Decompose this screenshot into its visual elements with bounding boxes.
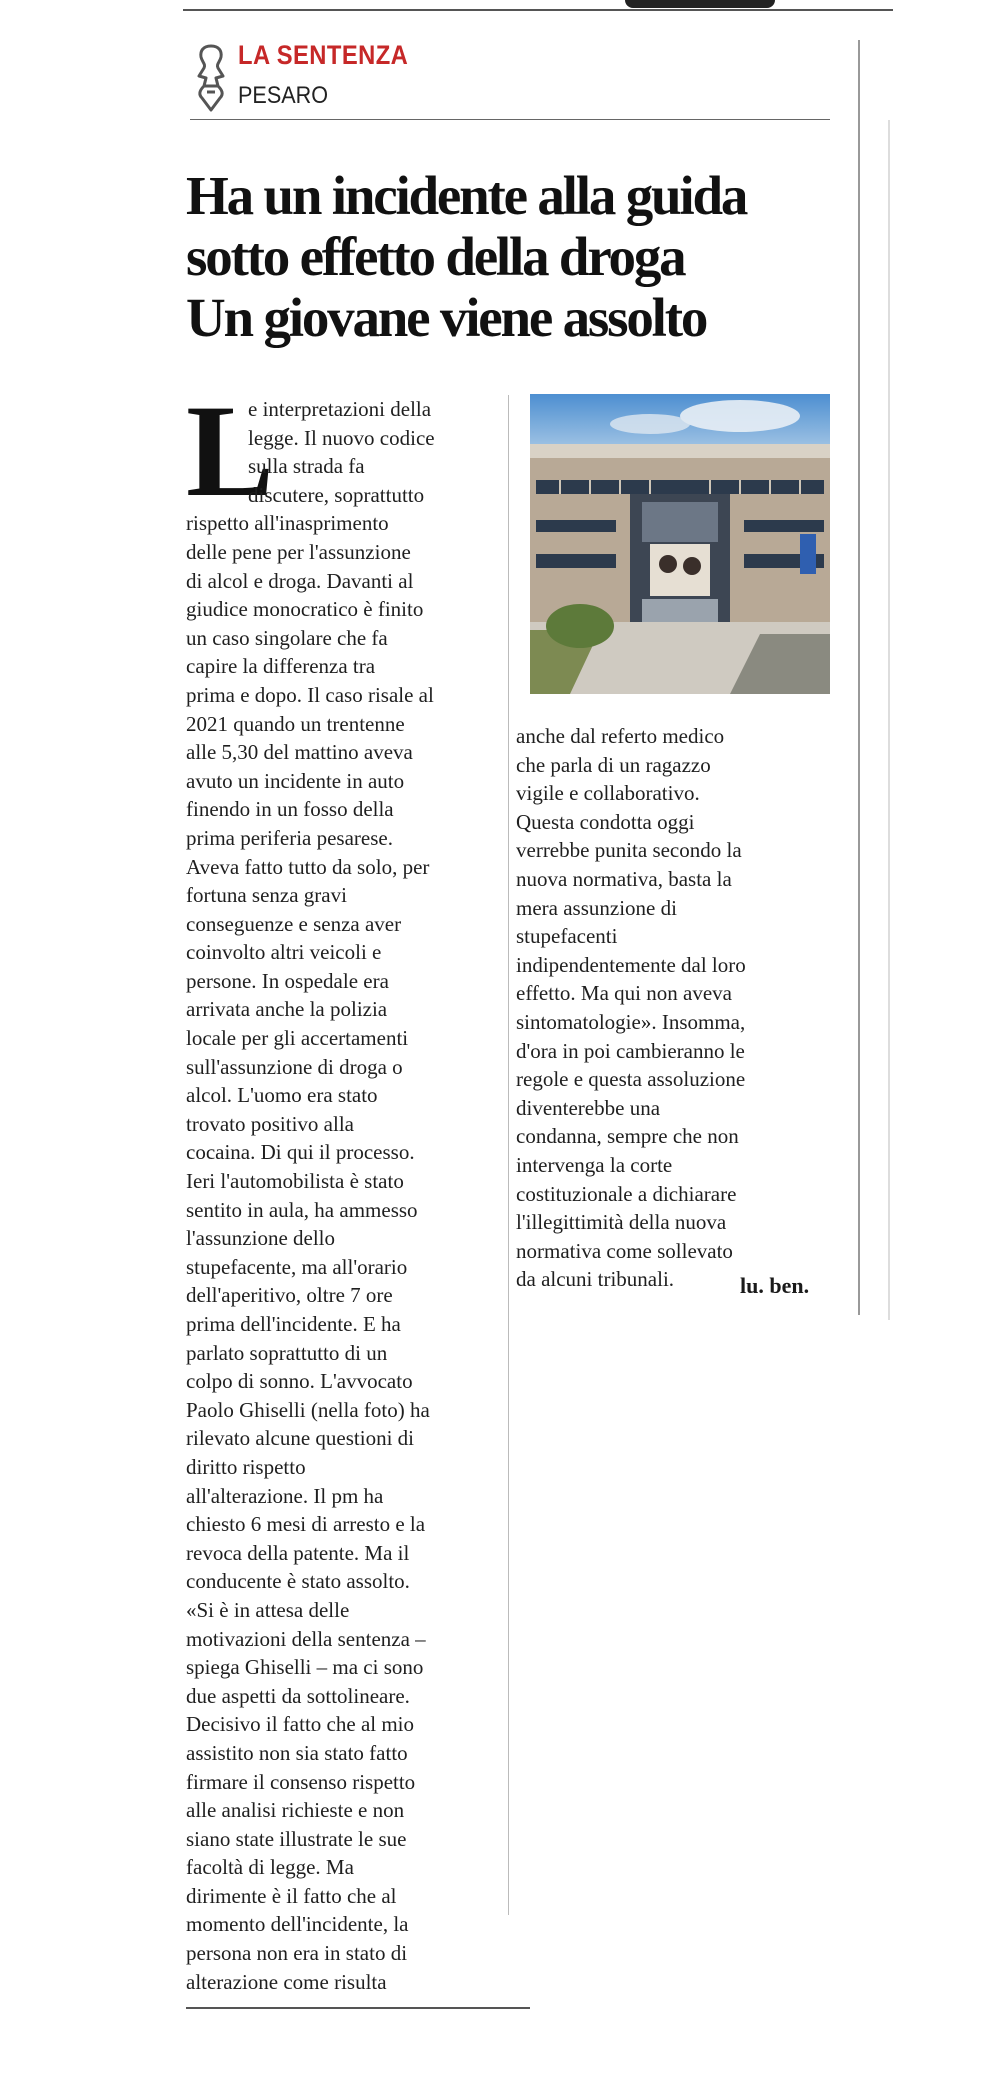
text-line: di alcol e droga. Davanti al	[186, 568, 414, 593]
text-line: chiesto 6 mesi di arresto e la	[186, 1512, 426, 1537]
text-line: rispetto all'inasprimento	[186, 511, 389, 536]
text-line: revoca della patente. Ma il	[186, 1540, 410, 1565]
text-line: sentito in aula, ha ammesso	[186, 1197, 418, 1222]
text-line: dirimente è il fatto che al	[186, 1883, 397, 1908]
text-line: due aspetti da sottolineare.	[186, 1683, 410, 1708]
text-line: costituzionale a dichiarare	[516, 1181, 737, 1206]
drop-cap: L	[186, 377, 275, 524]
text-line: persone. In ospedale era	[186, 968, 389, 993]
text-line: verrebbe punita secondo la	[516, 838, 742, 863]
text-line: alterazione come risulta	[186, 1969, 387, 1994]
text-line: l'assunzione dello	[186, 1226, 335, 1251]
text-line: effetto. Ma qui non aveva	[516, 981, 732, 1006]
text-line: all'alterazione. Il pm ha	[186, 1483, 384, 1508]
header-divider	[190, 119, 830, 120]
text-line: locale per gli accertamenti	[186, 1026, 409, 1051]
text-line: vigile e collaborativo.	[516, 781, 700, 806]
text-line: stupefacente, ma all'orario	[186, 1254, 408, 1279]
text-line: un caso singolare che fa	[186, 625, 388, 650]
text-line: anche dal referto medico	[516, 724, 725, 748]
text-line: facoltà di legge. Ma	[186, 1855, 354, 1880]
text-line: capire la differenza tra	[186, 654, 376, 679]
text-line: spiega Ghiselli – ma ci sono	[186, 1655, 424, 1680]
courthouse-photo-image	[530, 394, 830, 694]
author-signature: lu. ben.	[740, 1273, 810, 1298]
section-header	[190, 36, 830, 120]
text-line: siano state illustrate le sue	[186, 1826, 407, 1851]
text-line: prima periferia pesarese.	[186, 825, 393, 850]
text-line: sulla strada fa	[248, 454, 365, 479]
text-line: trovato positivo alla	[186, 1111, 354, 1136]
article-column-left	[186, 377, 511, 1996]
text-line: e interpretazioni della	[248, 397, 432, 421]
text-line: avuto un incidente in auto	[186, 768, 405, 793]
text-line: discutere, soprattutto	[248, 482, 425, 507]
text-line: regole e questa assoluzione	[516, 1067, 746, 1092]
bottom-divider	[186, 2007, 530, 2009]
text-line: nuova normativa, basta la	[516, 866, 732, 891]
text-line: momento dell'incidente, la	[186, 1912, 409, 1937]
text-line: persona non era in stato di	[186, 1941, 408, 1966]
text-line: Aveva fatto tutto da solo, per	[186, 854, 430, 879]
text-line: d'ora in poi cambieranno le	[516, 1038, 745, 1063]
text-line: parlato soprattutto di un	[186, 1340, 388, 1365]
text-line: arrivata anche la polizia	[186, 997, 388, 1022]
text-line: giudice monocratico è finito	[186, 597, 424, 622]
text-line: «Si è in attesa delle	[186, 1597, 350, 1622]
text-line: finendo in un fosso della	[186, 797, 394, 822]
text-line: colpo di sonno. L'avvocato	[186, 1369, 413, 1394]
text-line: motivazioni della sentenza –	[186, 1626, 426, 1651]
text-line: delle pene per l'assunzione	[186, 539, 411, 564]
text-line: assistito non sia stato fatto	[186, 1740, 408, 1765]
text-line: legge. Il nuovo codice	[248, 425, 435, 450]
text-line: firmare il consenso rispetto	[186, 1769, 416, 1794]
text-line: Paolo Ghiselli (nella foto) ha	[186, 1397, 430, 1422]
page-edge-line-faint	[888, 120, 890, 1320]
text-line: prima dell'incidente. E ha	[186, 1312, 401, 1336]
text-line: l'illegittimità della nuova	[516, 1210, 727, 1235]
headline-line: Ha un incidente alla guida	[186, 165, 747, 226]
text-line: diventerebbe una	[516, 1095, 661, 1120]
text-line: intervenga la corte	[516, 1152, 673, 1177]
text-line: indipendentemente dal loro	[516, 952, 746, 977]
article-column-right	[516, 722, 856, 1294]
text-line: prima e dopo. Il caso risale al	[186, 682, 434, 707]
masthead-fragment	[625, 0, 775, 8]
text-line: dell'aperitivo, oltre 7 ore	[186, 1283, 393, 1308]
column-divider	[508, 395, 509, 1915]
text-line: che parla di un ragazzo	[516, 752, 711, 777]
text-line: normativa come sollevato	[516, 1238, 733, 1263]
text-line: coinvolto altri veicoli e	[186, 940, 382, 965]
text-line: stupefacenti	[516, 924, 618, 949]
text-line: fortuna senza gravi	[186, 883, 347, 908]
text-line: sull'assunzione di droga o	[186, 1054, 403, 1079]
text-line: Ieri l'automobilista è stato	[186, 1169, 404, 1194]
text-line: cocaina. Di qui il processo.	[186, 1140, 415, 1165]
text-line: alle analisi richieste e non	[186, 1798, 405, 1823]
scales-of-justice-icon	[190, 40, 232, 114]
text-line: conducente è stato assolto.	[186, 1569, 410, 1594]
headline-line: sotto effetto della droga	[186, 226, 685, 287]
text-line: conseguenze e senza aver	[186, 911, 402, 936]
section-location: PESARO	[238, 82, 329, 109]
text-line: rilevato alcune questioni di	[186, 1426, 415, 1451]
text-line: Questa condotta oggi	[516, 809, 695, 834]
text-line: sintomatologie». Insomma,	[516, 1009, 746, 1034]
courthouse-photo	[530, 394, 830, 694]
text-line: diritto rispetto	[186, 1454, 306, 1479]
text-line: 2021 quando un trentenne	[186, 711, 405, 736]
text-line: condanna, sempre che non	[516, 1124, 739, 1149]
text-line: mera assunzione di	[516, 895, 677, 920]
top-divider	[183, 9, 893, 11]
text-line: alle 5,30 del mattino aveva	[186, 740, 413, 765]
page-edge-line	[858, 40, 860, 1315]
text-line: da alcuni tribunali.	[516, 1267, 675, 1292]
headline	[186, 165, 846, 348]
section-title: LA SENTENZA	[238, 40, 409, 70]
text-line: alcol. L'uomo era stato	[186, 1083, 378, 1108]
headline-line: Un giovane viene assolto	[186, 287, 707, 348]
text-line: Decisivo il fatto che al mio	[186, 1712, 415, 1737]
